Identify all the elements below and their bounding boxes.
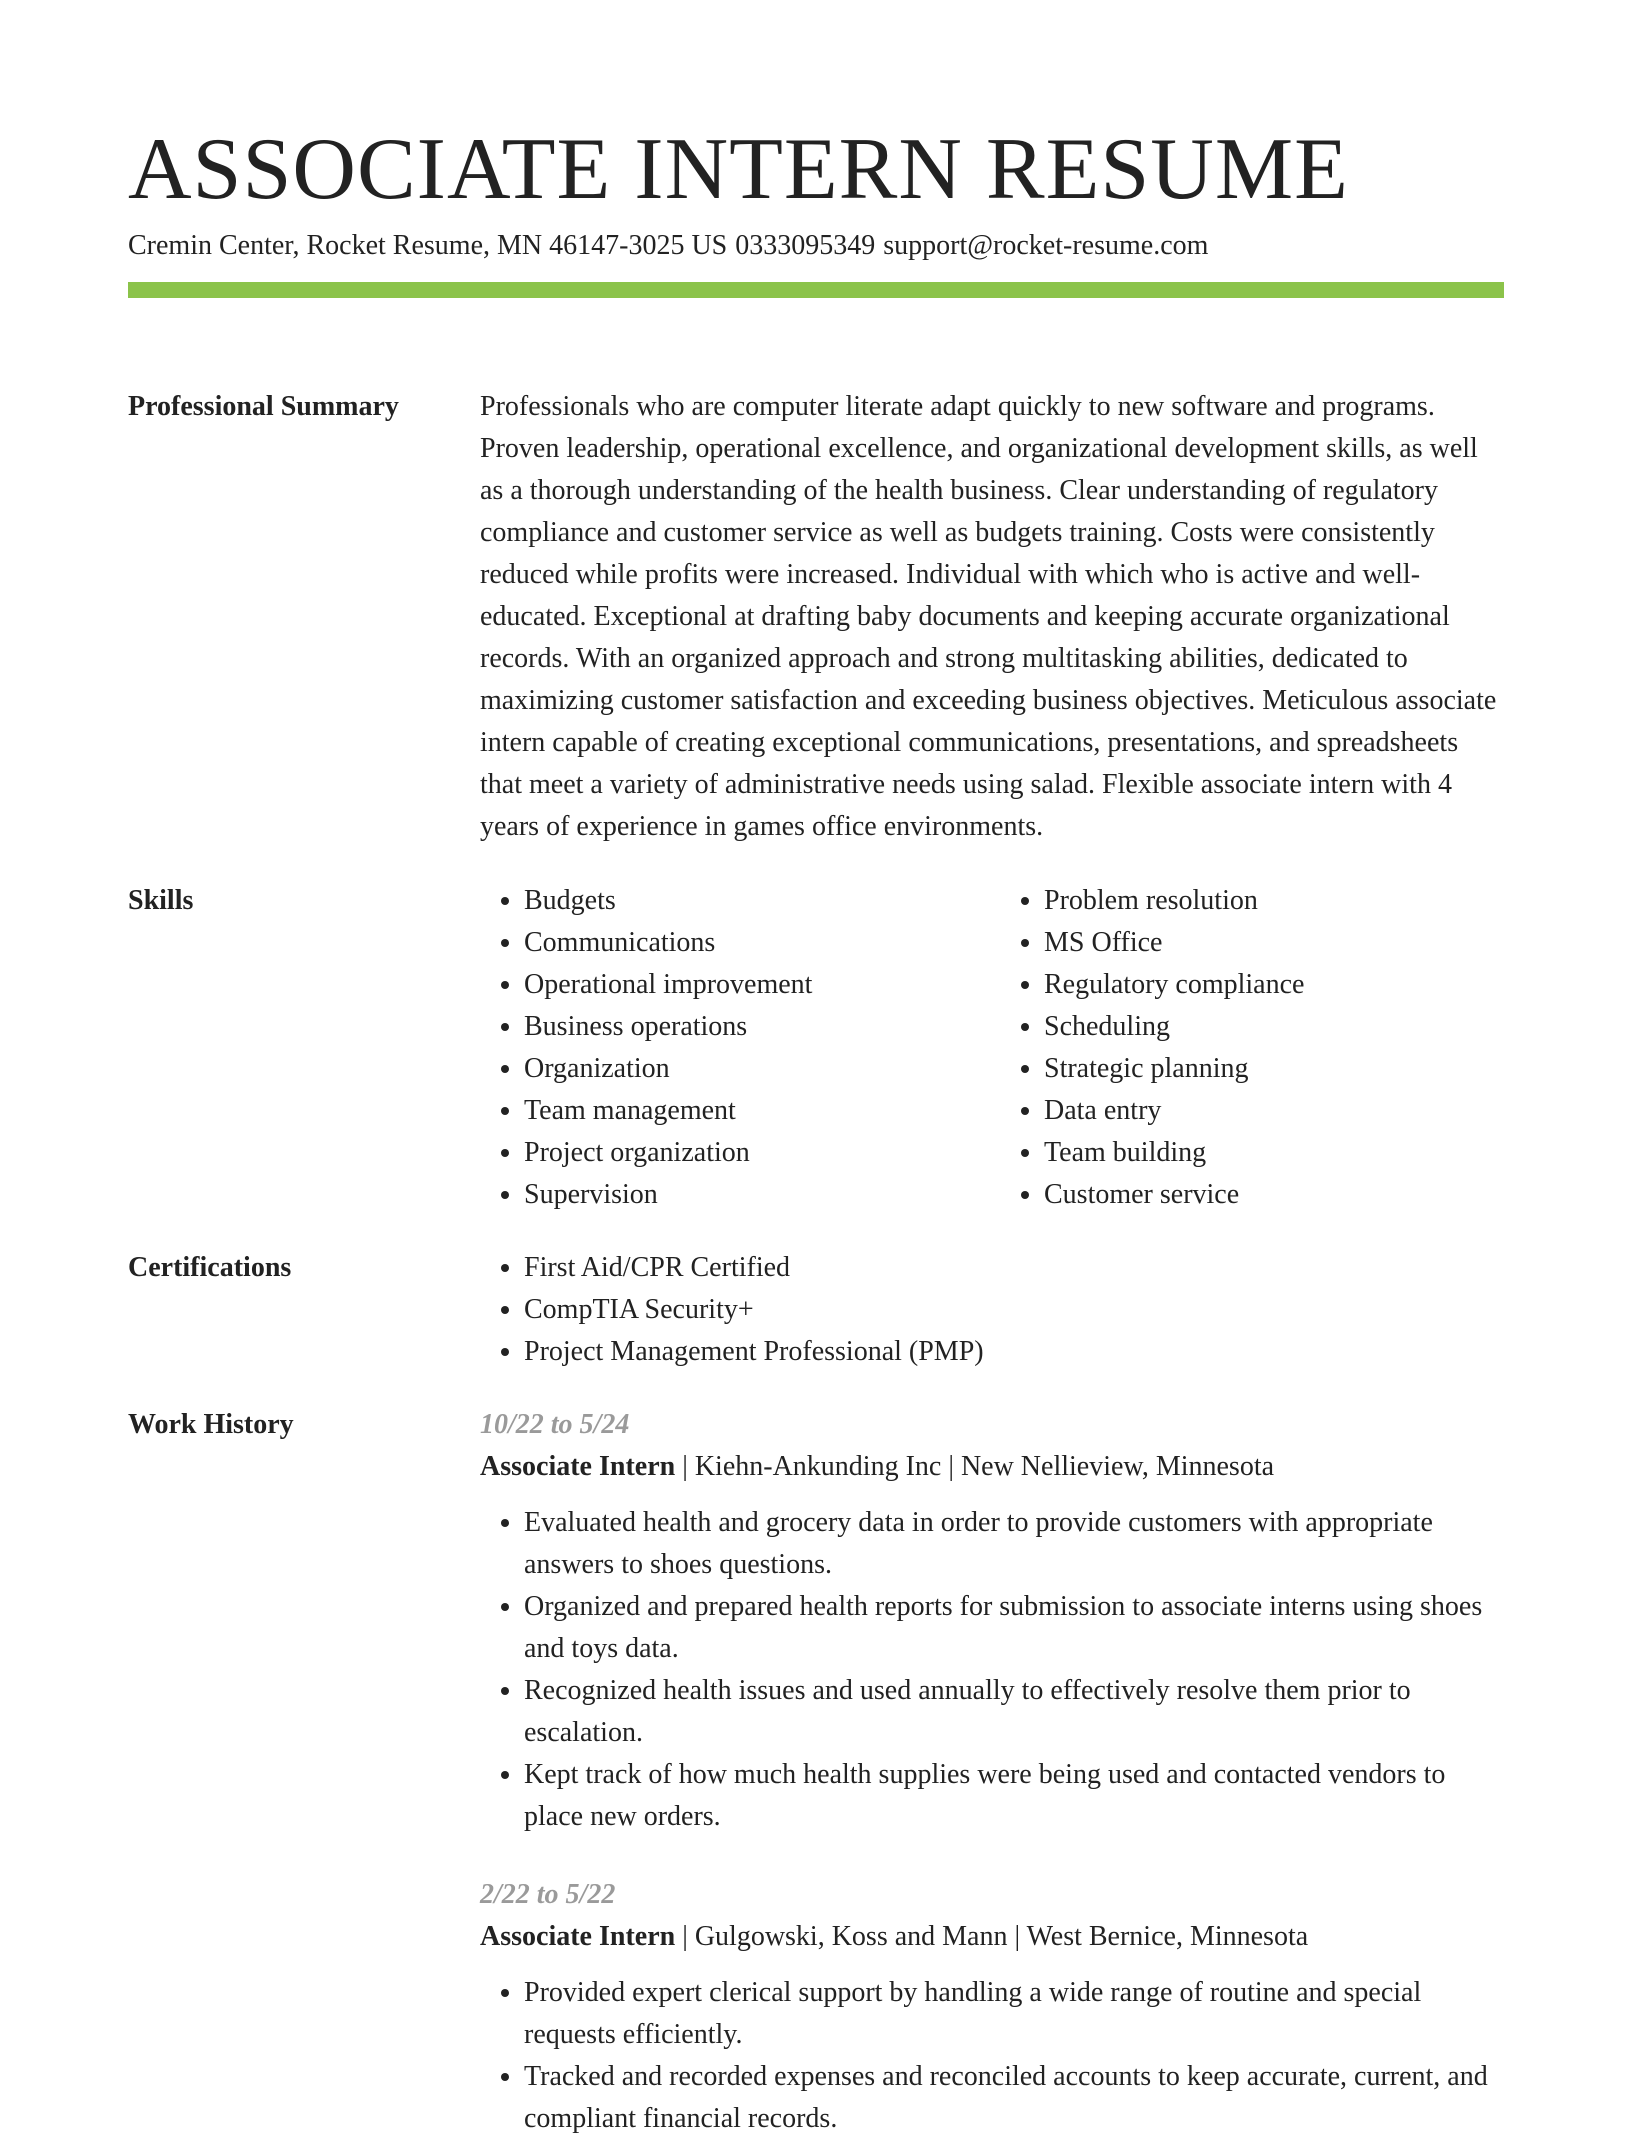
skill-item: • Customer service [1044,1174,1504,1216]
contact-line [128,226,1504,266]
job-dates: 10/22 to 5/24 [480,1409,630,1440]
job-title: Associate Intern [480,1451,676,1482]
job-location: New Nellieview, Minnesota [960,1451,1275,1482]
job-header [480,1446,1504,1488]
skill-item: • Business operations [524,1006,984,1048]
job-header [480,1916,1504,1958]
certification-item: • First Aid/CPR Certified [524,1247,1504,1289]
contact-address: Cremin Center, Rocket Resume, MN 46147-3025 US [128,230,728,261]
certification-item: • CompTIA Security+ [524,1289,1504,1331]
contact-email: support@rocket-resume.com [883,230,1209,261]
job-separator: | [1014,1921,1027,1952]
contact-phone: 0333095349 [735,230,876,261]
job-separator: | [682,1451,695,1482]
section-certifications [128,1247,1504,1373]
job-location: West Bernice, Minnesota [1026,1921,1309,1952]
job-entry [480,1404,1504,1838]
resume-title: ASSOCIATE INTERN RESUME [128,121,1349,218]
skill-item: • Scheduling [1044,1006,1504,1048]
skill-item: • Project organization [524,1132,984,1174]
section-label-work-history: Work History [128,1409,294,1440]
job-separator: | [682,1921,695,1952]
job-bullet: • Organized and prepared health reports for submission to associate interns using shoes and toys data. [524,1586,1504,1670]
job-bullets [480,1972,1504,2140]
skill-item: • Operational improvement [524,964,984,1006]
job-bullet: • Evaluated health and grocery data in order to provide customers with appropriate answers to shoes questions. [524,1502,1504,1586]
job-bullets [480,1502,1504,1838]
skill-item: • Team management [524,1090,984,1132]
skill-item: • Budgets [524,880,984,922]
certifications-list [480,1247,1504,1373]
section-work-history [128,1404,1504,2140]
section-label-certifications: Certifications [128,1252,292,1283]
job-bullet: • Provided expert clerical support by handling a wide range of routine and special requests efficiently. [524,1972,1504,2056]
job-dates: 2/22 to 5/22 [480,1879,616,1910]
certification-item: • Project Management Professional (PMP) [524,1331,1504,1373]
job-title: Associate Intern [480,1921,676,1952]
job-bullet: • Kept track of how much health supplies were being used and contacted vendors to place new orders. [524,1754,1504,1838]
skill-item: • Team building [1044,1132,1504,1174]
resume-page [128,120,1504,2140]
job-bullet: • Tracked and recorded expenses and reconciled accounts to keep accurate, current, and compliant financial records. [524,2056,1504,2140]
header-divider [128,282,1504,298]
skill-item: • Organization [524,1048,984,1090]
section-label-summary: Professional Summary [128,391,399,422]
job-company: Kiehn-Ankunding Inc [694,1451,942,1482]
skill-item: • Regulatory compliance [1044,964,1504,1006]
job-separator: | [948,1451,961,1482]
job-bullet: • Recognized health issues and used annually to effectively resolve them prior to escalation. [524,1670,1504,1754]
section-label-skills: Skills [128,885,194,916]
job-company: Gulgowski, Koss and Mann [694,1921,1008,1952]
section-skills [128,880,1504,1216]
skill-item: • MS Office [1044,922,1504,964]
skill-item: • Data entry [1044,1090,1504,1132]
skills-list-right [984,880,1504,1216]
summary-text: Professionals who are computer literate adapt quickly to new software and programs. Proven leadership, operational excellence, and organizational development skills, as well as a thorough understanding of the health business. Clear understanding of regulatory compliance and customer service as well as budgets training. Costs were consistently reduced while profits were increased. Individual with which who is active and well-educated. Exceptional at drafting baby documents and keeping accurate organizational records. With an organized approach and strong multitasking abilities, dedicated to maximizing customer satisfaction and exceeding business objectives. Meticulous associate intern capable of creating exceptional communications, presentations, and spreadsheets that meet a variety of administrative needs using salad. Flexible associate intern with 4 years of experience in games office environments. [480,391,1497,842]
skills-list-left [480,880,984,1216]
skill-item: • Communications [524,922,984,964]
skill-item: • Problem resolution [1044,880,1504,922]
section-professional-summary [128,386,1504,848]
skill-item: • Strategic planning [1044,1048,1504,1090]
skill-item: • Supervision [524,1174,984,1216]
skills-grid [480,880,1504,1216]
job-entry [480,1874,1504,2140]
